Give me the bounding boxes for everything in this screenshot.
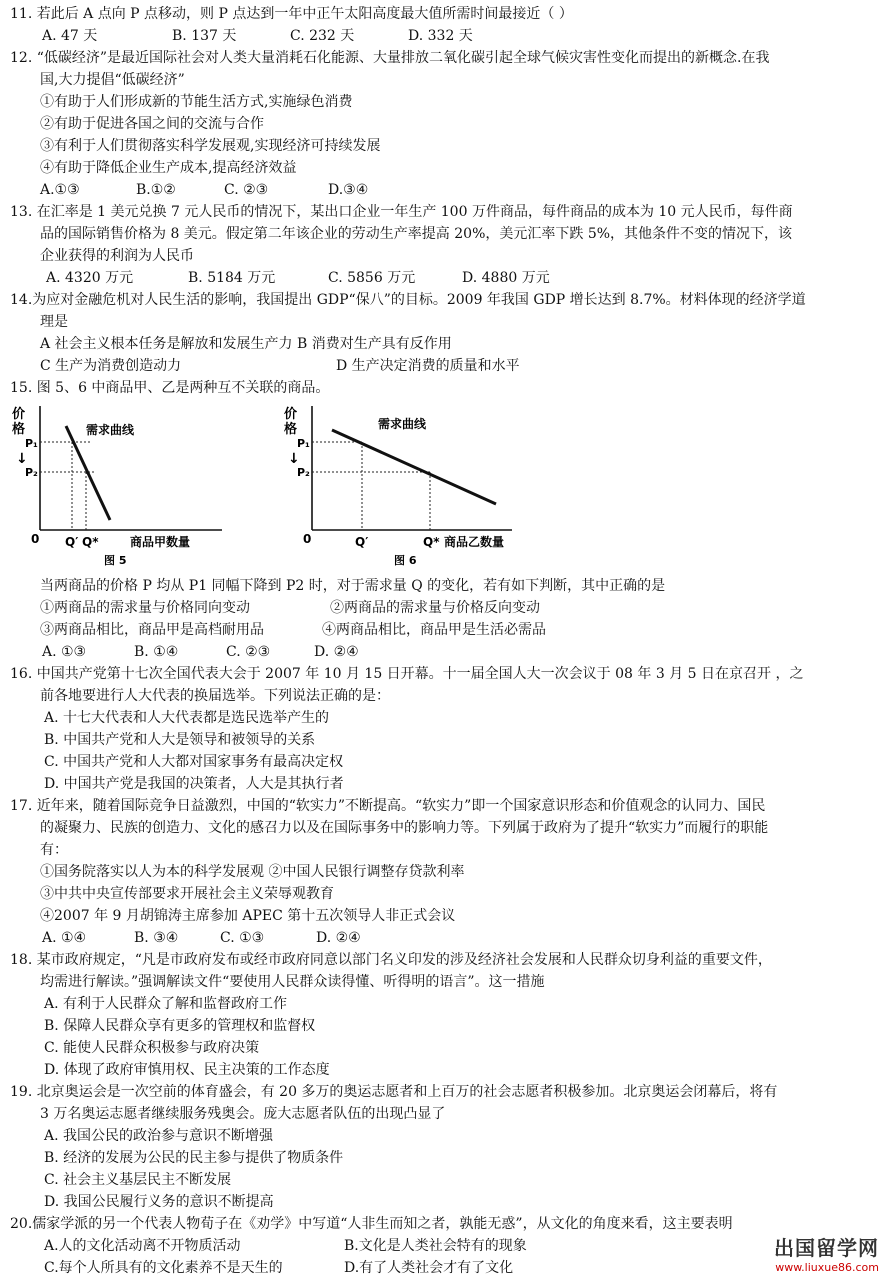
- question-12-item-2: ②有助于促进各国之间的交流与合作: [40, 116, 264, 132]
- origin-label: 0: [31, 532, 40, 546]
- question-20-stem: 20.儒家学派的另一个代表人物荀子在《劝学》中写道“人非生而知之者，孰能无惑”，从文化的角度来看，这主要表明: [10, 1216, 733, 1232]
- option-a: A. ①④: [42, 930, 87, 946]
- question-14-stem-line2: 理是: [40, 314, 68, 330]
- q-star-tick: Q*: [423, 535, 440, 549]
- question-15-item-3: ③两商品相比，商品甲是高档耐用品: [40, 622, 264, 638]
- question-17-stem-line3: 有：: [40, 842, 68, 858]
- option-a: A. ①③: [42, 644, 87, 660]
- question-17-item-3: ③中共中央宣传部要求开展社会主义荣辱观教育: [40, 886, 334, 902]
- question-15-after-text: 当两商品的价格 P 均从 P1 同幅下降到 P2 时，对于需求量 Q 的变化，若有如下判断，其中正确的是: [40, 578, 666, 594]
- option-d: D. ②④: [316, 930, 361, 946]
- option-a: A. 4320 万元: [46, 270, 134, 286]
- option-d: D. 332 天: [408, 28, 473, 44]
- x-label: 商品甲数量: [130, 535, 191, 549]
- question-18-option-a: A. 有利于人民群众了解和监督政府工作: [44, 996, 288, 1012]
- demand-curve: [66, 426, 110, 520]
- demand-curve: [332, 430, 496, 504]
- watermark-title: 出国留学网: [774, 1236, 879, 1260]
- question-17-options: [42, 928, 442, 948]
- p2-tick: P₂: [25, 466, 38, 479]
- option-b: B. ①④: [134, 644, 179, 660]
- question-16-option-d: D. 中国共产党是我国的决策者，人大是其执行者: [44, 776, 344, 792]
- question-19-option-c: C. 社会主义基层民主不断发展: [44, 1172, 232, 1188]
- figure-5-demand-chart: [10, 400, 260, 572]
- question-20-option-d: D.有了人类社会才有了文化: [344, 1260, 514, 1276]
- p1-tick: P₁: [297, 437, 310, 450]
- question-19-option-b: B. 经济的发展为公民的民主参与提供了物质条件: [44, 1150, 344, 1166]
- question-19-stem-line1: 19. 北京奥运会是一次空前的体育盛会，有 20 多万的奥运志愿者和上百万的社会志愿者积极参加。北京奥运会闭幕后，将有: [10, 1084, 778, 1100]
- question-15-item-4: ④两商品相比，商品甲是生活必需品: [322, 622, 546, 638]
- question-18-stem-line2: 均需进行解读。”强调解读文件“要使用人民群众读得懂、听得明的语言”。这一措施: [40, 974, 545, 990]
- question-15-options: [42, 642, 442, 662]
- question-12-item-3: ③有利于人们贯彻落实科学发展观,实现经济可持续发展: [40, 138, 381, 154]
- option-c: C. ②③: [226, 644, 271, 660]
- question-12-item-1: ①有助于人们形成新的节能生活方式,实施绿色消费: [40, 94, 353, 110]
- question-15-stem: 15. 图 5、6 中商品甲、乙是两种互不关联的商品。: [10, 380, 330, 396]
- question-17-item-4: ④2007 年 9 月胡锦涛主席参加 APEC 第十五次领导人非正式会议: [40, 908, 456, 924]
- question-19-option-d: D. 我国公民履行义务的意识不断提高: [44, 1194, 274, 1210]
- question-17-stem-line2: 的凝聚力、民族的创造力、文化的感召力以及在国际事务中的影响力等。下列属于政府为了提升“软实力”而履行的职能: [40, 820, 769, 836]
- y-label-2: 格: [12, 422, 26, 437]
- question-17-item-1-2: ①国务院落实以人为本的科学发展观 ②中国人民银行调整存贷款利率: [40, 864, 465, 880]
- question-20-option-b: B.文化是人类社会特有的现象: [344, 1238, 527, 1254]
- question-14-option-c: C 生产为消费创造动力: [40, 358, 182, 374]
- question-20-option-a: A.人的文化活动离不开物质活动: [44, 1238, 241, 1254]
- question-13-stem-line2: 品的国际销售价格为 8 美元。假定第二年该企业的劳动生产率提高 20%，美元汇率下跌 5%，其他条件不变的情况下，该: [40, 226, 793, 242]
- question-16-option-a: A. 十七大代表和人大代表都是选民选举产生的: [44, 710, 330, 726]
- question-18-option-d: D. 体现了政府审慎用权、民主决策的工作态度: [44, 1062, 330, 1078]
- option-c: C. ②③: [224, 182, 269, 198]
- option-b: B. 137 天: [172, 28, 237, 44]
- price-down-arrow: ↓: [16, 451, 28, 467]
- y-label-2: 格: [284, 422, 298, 437]
- price-down-arrow: ↓: [288, 451, 300, 467]
- option-a: A. 47 天: [42, 28, 98, 44]
- question-15-item-2: ②两商品的需求量与价格反向变动: [330, 600, 540, 616]
- q-prime-tick: Q′: [355, 535, 369, 549]
- curve-label: 需求曲线: [378, 417, 427, 431]
- option-a: A.①③: [40, 182, 80, 198]
- option-d: D.③④: [328, 182, 369, 198]
- question-12-item-4: ④有助于降低企业生产成本,提高经济效益: [40, 160, 297, 176]
- question-14-stem-line1: 14.为应对金融危机对人民生活的影响，我国提出 GDP“保八”的目标。2009 年我国 GDP 增长达到 8.7%。材料体现的经济学道: [10, 292, 806, 308]
- question-13-stem-line1: 13. 在汇率是 1 美元兑换 7 元人民币的情况下，某出口企业一年生产 100 万件商品，每件商品的成本为 10 元人民币，每件商: [10, 204, 793, 220]
- q-star-tick: Q*: [82, 535, 99, 549]
- curve-label: 需求曲线: [86, 423, 135, 437]
- figure-caption: 图 5: [104, 554, 127, 567]
- option-b: B. ③④: [134, 930, 179, 946]
- x-label: 商品乙数量: [444, 535, 505, 549]
- question-16-option-c: C. 中国共产党和人大都对国家事务有最高决定权: [44, 754, 344, 770]
- option-c: C. ①③: [220, 930, 265, 946]
- question-16-option-b: B. 中国共产党和人大是领导和被领导的关系: [44, 732, 316, 748]
- option-c: C. 232 天: [290, 28, 355, 44]
- question-16-stem-line1: 16. 中国共产党第十七次全国代表大会于 2007 年 10 月 15 日开幕。十一届全国人大一次会议于 08 年 3 月 5 日在京召开 ，之: [10, 666, 804, 682]
- question-14-option-d: D 生产决定消费的质量和水平: [336, 358, 520, 374]
- question-18-option-c: C. 能使人民群众积极参与政府决策: [44, 1040, 260, 1056]
- option-c: C. 5856 万元: [328, 270, 416, 286]
- figure-6-demand-chart: [282, 400, 542, 572]
- question-15-item-1: ①两商品的需求量与价格同向变动: [40, 600, 250, 616]
- figure-caption: 图 6: [394, 554, 417, 567]
- option-b: B.①②: [136, 182, 176, 198]
- question-12-stem-line2: 国,大力提倡“低碳经济”: [40, 72, 185, 88]
- option-d: D. ②④: [314, 644, 359, 660]
- origin-label: 0: [303, 532, 312, 546]
- question-13-stem-line3: 企业获得的利润为人民币: [40, 248, 194, 264]
- question-14-option-ab: A 社会主义根本任务是解放和发展生产力 B 消费对生产具有反作用: [40, 336, 452, 352]
- question-19-stem-line2: 3 万名奥运志愿者继续服务残奥会。庞大志愿者队伍的出现凸显了: [40, 1106, 446, 1122]
- question-16-stem-line2: 前各地要进行人大代表的换届选举。下列说法正确的是：: [40, 688, 390, 704]
- site-watermark: [774, 1232, 879, 1274]
- question-11-options: [42, 26, 542, 46]
- question-18-stem-line1: 18. 某市政府规定，“凡是市政府发布或经市政府同意以部门名义印发的涉及经济社会发展和人民群众切身利益的重要文件，: [10, 952, 772, 968]
- question-13-options: [46, 268, 606, 288]
- question-17-stem-line1: 17. 近年来，随着国际竞争日益激烈，中国的“软实力”不断提高。“软实力”即一个国家意识形态和价值观念的认同力、国民: [10, 798, 766, 814]
- question-18-option-b: B. 保障人民群众享有更多的管理权和监督权: [44, 1018, 316, 1034]
- p2-tick: P₂: [297, 466, 310, 479]
- option-b: B. 5184 万元: [188, 270, 276, 286]
- question-11-stem: 11. 若此后 A 点向 P 点移动，则 P 点达到一年中正午太阳高度最大值所需时间最接近（ ）: [10, 6, 573, 22]
- y-label-1: 价: [284, 407, 298, 422]
- question-12-stem-line1: 12. “低碳经济”是最近国际社会对人类大量消耗石化能源、大量排放二氧化碳引起全球气候灾害性变化而提出的新概念.在我: [10, 50, 770, 66]
- question-20-option-c: C.每个人所具有的文化素养不是天生的: [44, 1260, 283, 1276]
- y-label-1: 价: [12, 407, 26, 422]
- p1-tick: P₁: [25, 437, 38, 450]
- question-19-option-a: A. 我国公民的政治参与意识不断增强: [44, 1128, 274, 1144]
- question-12-options: [40, 180, 440, 200]
- option-d: D. 4880 万元: [462, 270, 550, 286]
- q-prime-tick: Q′: [65, 535, 79, 549]
- watermark-url: www.liuxue86.com: [775, 1261, 879, 1274]
